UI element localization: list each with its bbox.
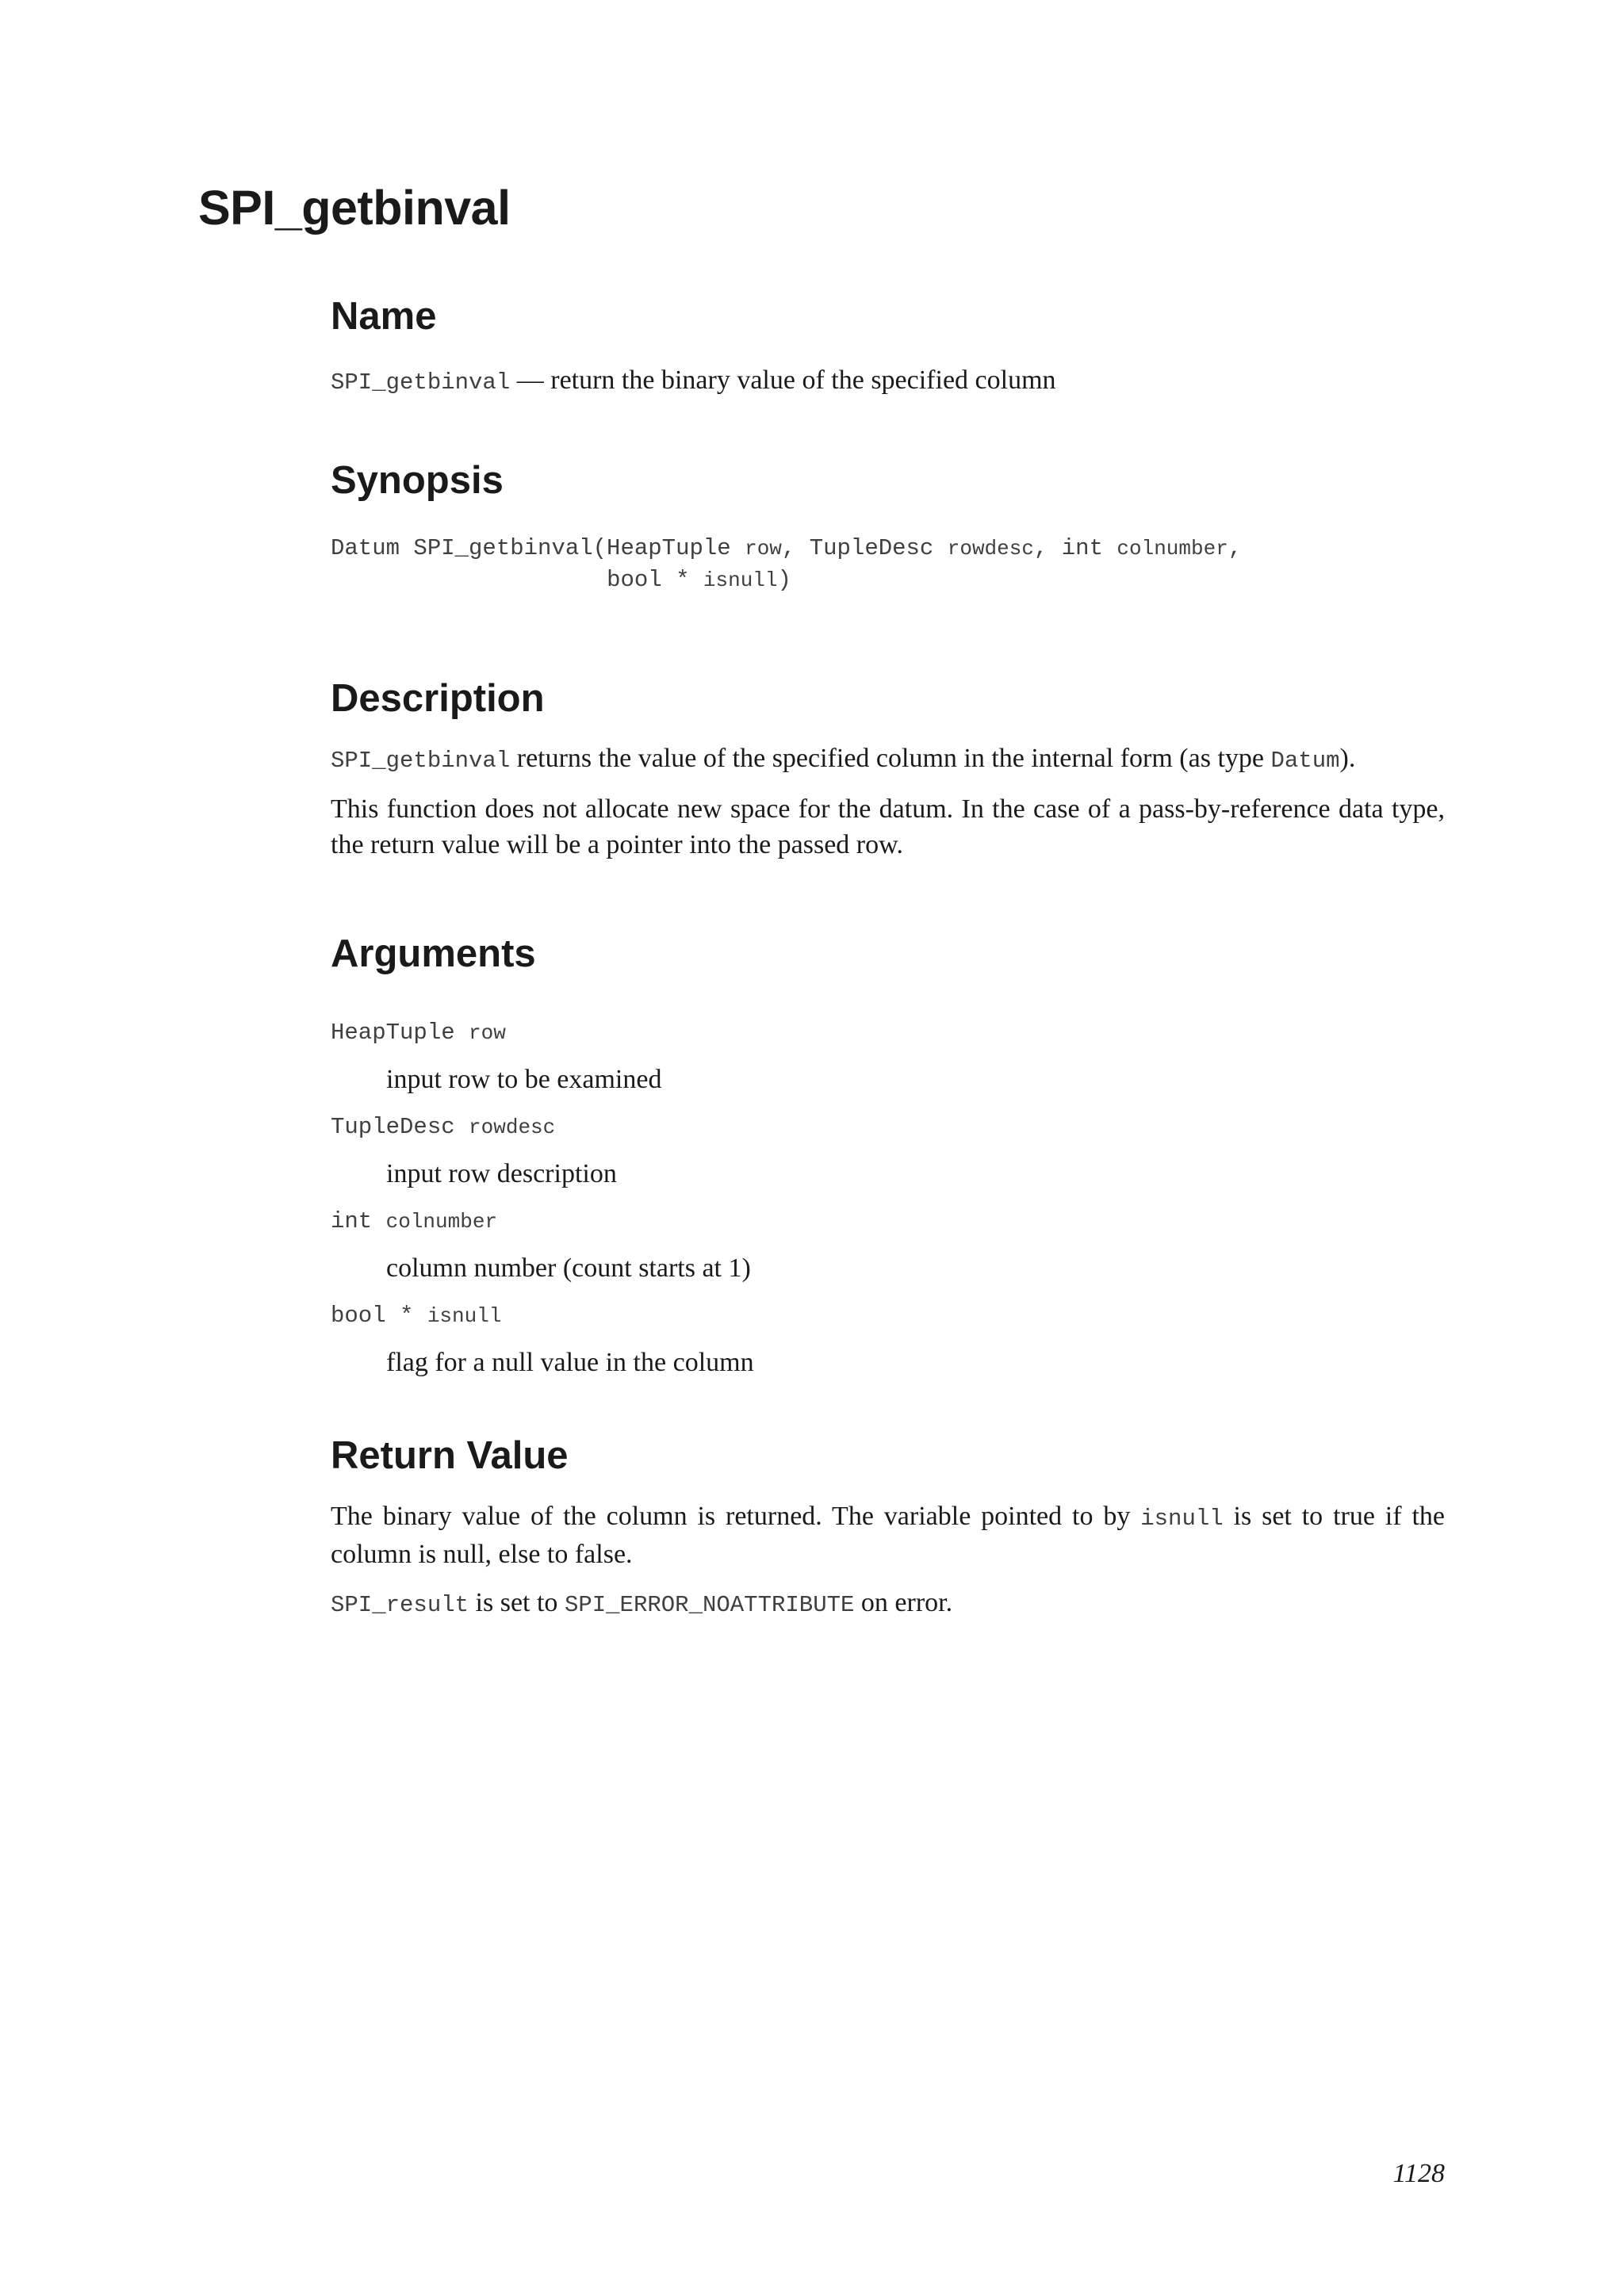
synopsis-line1-prefix: Datum SPI_getbinval(HeapTuple xyxy=(331,534,745,561)
arguments-heading: Arguments xyxy=(331,932,536,976)
main-content xyxy=(331,293,1445,1623)
argument-term xyxy=(331,1206,1445,1238)
argument-param: colnumber xyxy=(385,1210,498,1234)
arguments-section xyxy=(331,931,1445,1380)
function-summary: — return the binary value of the specified column xyxy=(510,365,1056,395)
return-text-3: is set to xyxy=(469,1587,565,1617)
argument-term xyxy=(331,1300,1445,1332)
argument-description: column number (count starts at 1) xyxy=(386,1253,751,1284)
synopsis-section xyxy=(331,457,1445,596)
description-paragraph-2: This function does not allocate new space for the datum. In the case of a pass-by-reference data type, the return value will be a pointer into the passed row. xyxy=(331,794,1445,860)
synopsis-heading: Synopsis xyxy=(331,458,504,502)
argument-param: isnull xyxy=(427,1304,502,1329)
name-line xyxy=(331,362,1445,400)
synopsis-line2-prefix: bool * xyxy=(607,566,703,593)
name-heading: Name xyxy=(331,295,437,338)
return-text-2: is set to true if the column is null, else to false. xyxy=(331,1501,1445,1569)
argument-term xyxy=(331,1017,1445,1049)
return-paragraph-1 xyxy=(331,1498,1445,1572)
synopsis-line2-end: ) xyxy=(777,566,791,593)
argument-param: row xyxy=(469,1021,506,1046)
argument-description: input row description xyxy=(386,1159,617,1189)
argument-term xyxy=(331,1112,1445,1143)
return-code-spi-result: SPI_result xyxy=(331,1591,469,1618)
return-text-1: The binary value of the column is returned. The variable pointed to by xyxy=(331,1501,1141,1531)
synopsis-line1-mid2: , int xyxy=(1033,534,1117,561)
synopsis-line2-indent xyxy=(331,567,607,593)
name-section xyxy=(331,293,1445,400)
synopsis-param-colnumber: colnumber xyxy=(1116,536,1228,561)
argument-param: rowdesc xyxy=(469,1115,556,1140)
description-code-2: Datum xyxy=(1270,748,1340,775)
page-title: SPI_getbinval xyxy=(198,181,511,235)
description-heading: Description xyxy=(331,676,545,720)
argument-type: TupleDesc xyxy=(331,1114,469,1141)
return-text-end: on error. xyxy=(854,1587,953,1617)
page-number: 1128 xyxy=(1392,2159,1445,2188)
return-paragraph-2 xyxy=(331,1585,1445,1623)
synopsis-line1-mid1: , TupleDesc xyxy=(781,534,948,561)
return-value-heading: Return Value xyxy=(331,1434,569,1478)
arguments-list xyxy=(331,1017,1445,1380)
synopsis-param-rowdesc: rowdesc xyxy=(947,536,1034,561)
argument-description: input row to be examined xyxy=(386,1065,662,1095)
argument-type: HeapTuple xyxy=(331,1020,469,1047)
argument-type: int xyxy=(331,1208,386,1235)
description-text-1: returns the value of the specified column in the internal form (as type xyxy=(510,744,1271,774)
synopsis-code xyxy=(331,533,1445,596)
description-code-1: SPI_getbinval xyxy=(331,748,511,775)
return-code-error: SPI_ERROR_NOATTRIBUTE xyxy=(564,1591,855,1618)
synopsis-param-isnull: isnull xyxy=(703,568,778,592)
synopsis-line1-end: , xyxy=(1228,534,1243,561)
description-section xyxy=(331,675,1445,863)
return-value-section xyxy=(331,1433,1445,1623)
description-text-end: ). xyxy=(1339,744,1356,774)
function-name: SPI_getbinval xyxy=(331,369,511,396)
description-paragraph-1 xyxy=(331,740,1445,779)
argument-description: flag for a null value in the column xyxy=(386,1348,754,1378)
return-code-isnull: isnull xyxy=(1140,1505,1224,1532)
synopsis-param-row: row xyxy=(745,536,782,561)
argument-type: bool * xyxy=(331,1303,427,1330)
